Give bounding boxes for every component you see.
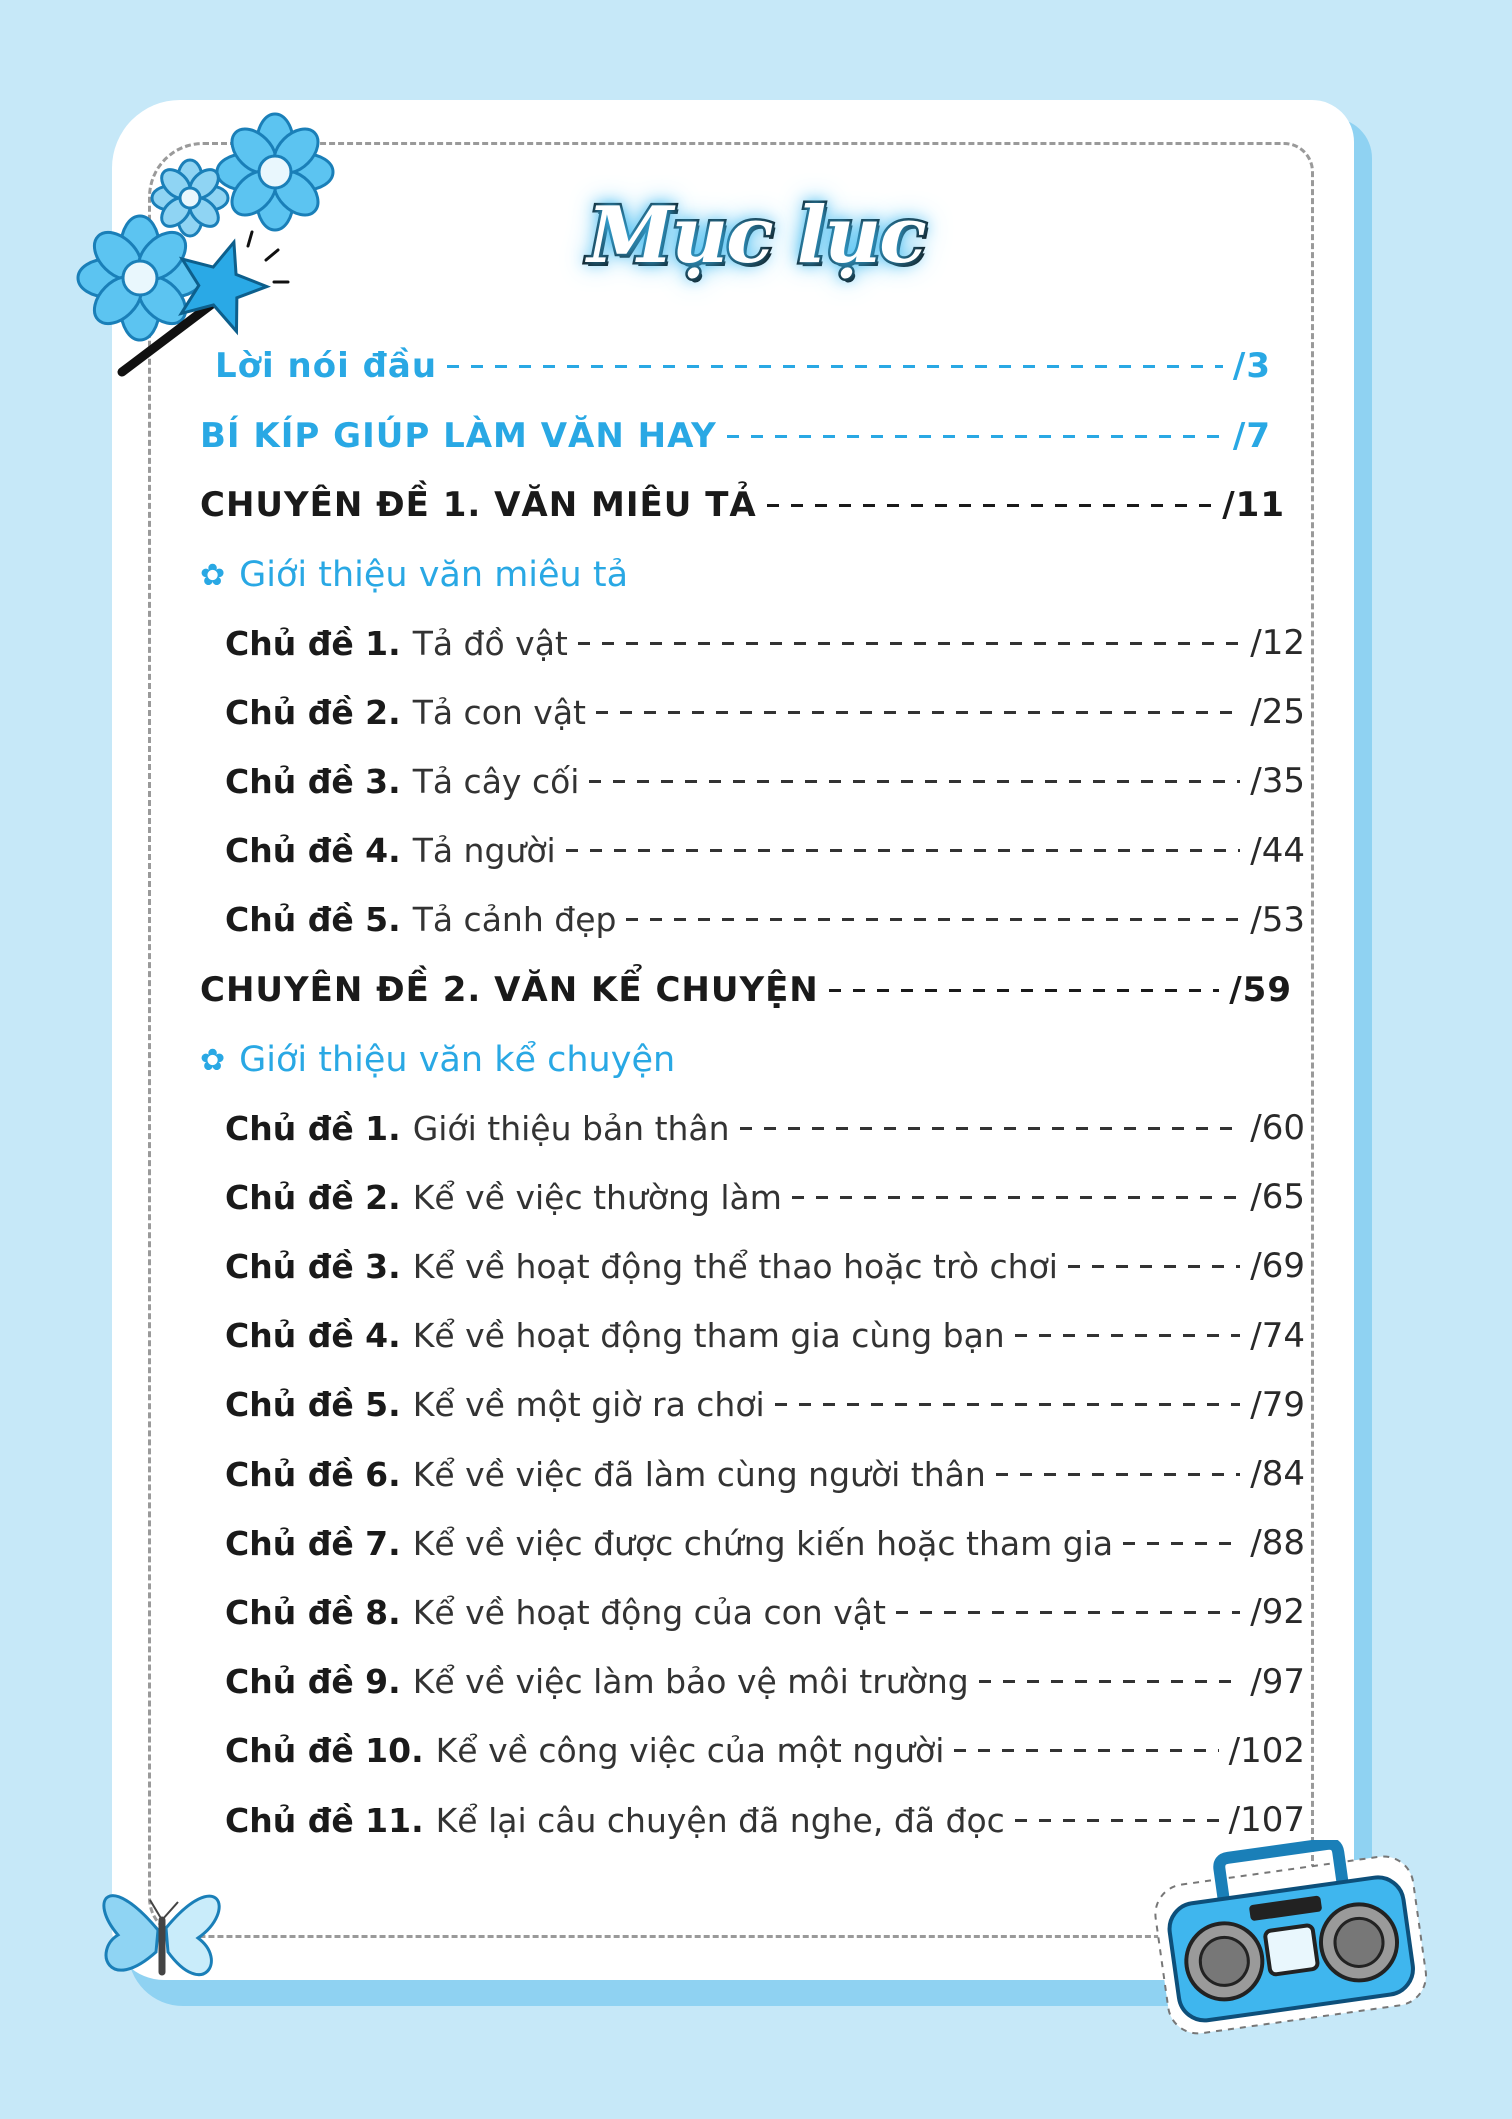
page-title: Mục lục [587, 190, 925, 281]
topic-number: Chủ đề 8. [225, 1592, 401, 1632]
toc-topic-entry[interactable] [225, 1652, 1305, 1712]
toc-topic-entry[interactable] [225, 1444, 1305, 1504]
dot-leader [566, 849, 1241, 852]
page-number: /97 [1250, 1661, 1305, 1702]
topic-number: Chủ đề 2. [225, 1177, 401, 1217]
topic-title: Tả cảnh đẹp [412, 900, 617, 940]
topic-number: Chủ đề 3. [225, 1246, 401, 1286]
toc-topic-entry[interactable] [225, 1236, 1305, 1296]
page-number: /69 [1250, 1246, 1305, 1287]
toc-topic-entry[interactable] [225, 1582, 1305, 1642]
page-number: /35 [1250, 761, 1305, 802]
page-number: /84 [1250, 1454, 1305, 1494]
dot-leader [589, 780, 1240, 783]
entry-label: Lời nói đầu [215, 346, 438, 386]
toc-topic-entry[interactable] [225, 1721, 1305, 1781]
entry-label: Giới thiệu văn kể chuyện [239, 1040, 676, 1080]
toc-topic-entry[interactable] [225, 1167, 1305, 1227]
page-number: /102 [1228, 1730, 1305, 1771]
topic-title: Tả đồ vật [412, 623, 568, 663]
page-number: /88 [1250, 1523, 1305, 1564]
dot-leader [447, 365, 1223, 368]
page-number: /59 [1229, 970, 1292, 1010]
toc-topic-entry[interactable] [225, 1513, 1305, 1573]
toc-topic-entry[interactable] [225, 1098, 1305, 1158]
topic-number: Chủ đề 4. [225, 1316, 401, 1356]
topic-title: Kể về việc làm bảo vệ môi trường [412, 1662, 969, 1702]
topic-number: Chủ đề 3. [225, 761, 401, 801]
toc-topic-entry[interactable] [225, 890, 1305, 950]
toc-topic-entry[interactable] [225, 1790, 1305, 1850]
page-number: /60 [1250, 1108, 1305, 1148]
dot-leader [996, 1473, 1240, 1476]
page-number: /7 [1232, 416, 1271, 456]
dot-leader [596, 711, 1240, 714]
dot-leader [979, 1680, 1241, 1683]
dot-leader [829, 989, 1220, 992]
butterfly-icon [88, 1860, 238, 2010]
toc-topic-entry[interactable] [225, 821, 1305, 881]
topic-number: Chủ đề 9. [225, 1662, 401, 1702]
page-number: /92 [1250, 1592, 1305, 1633]
dot-leader [775, 1403, 1241, 1406]
topic-title: Tả cây cối [412, 761, 580, 801]
toc-entry-gioi-thieu-ke-chuyen[interactable] [200, 1030, 1100, 1090]
dot-leader [1015, 1819, 1219, 1822]
page-number: /11 [1222, 485, 1285, 525]
toc-topic-entry[interactable] [225, 613, 1305, 673]
page-number: /74 [1250, 1315, 1305, 1356]
topic-number: Chủ đề 4. [225, 831, 401, 871]
dot-leader [740, 1127, 1241, 1130]
page-number: /12 [1250, 623, 1305, 663]
toc-entry-gioi-thieu-mieu-ta[interactable] [200, 545, 1100, 605]
topic-title: Kể lại câu chuyện đã nghe, đã đọc [435, 1800, 1005, 1840]
topic-title: Kể về việc đã làm cùng người thân [412, 1454, 986, 1494]
dot-leader [727, 435, 1223, 438]
topic-number: Chủ đề 1. [225, 1108, 401, 1148]
topic-title: Tả người [412, 831, 556, 871]
dot-leader [954, 1749, 1218, 1752]
toc-entry-bi-kip[interactable] [200, 406, 1271, 466]
page-number: /3 [1232, 346, 1271, 386]
page-number: /25 [1250, 692, 1305, 733]
dot-leader [1123, 1542, 1240, 1545]
toc-topic-entry[interactable] [225, 1375, 1305, 1435]
topic-title: Kể về công việc của một người [435, 1731, 945, 1771]
topic-title: Tả con vật [412, 692, 586, 732]
page-number: /79 [1250, 1384, 1305, 1425]
dot-leader [792, 1196, 1240, 1199]
topic-title: Kể về một giờ ra chơi [412, 1385, 765, 1425]
entry-label: CHUYÊN ĐỀ 2. VĂN KỂ CHUYỆN [200, 970, 819, 1010]
topic-number: Chủ đề 7. [225, 1523, 401, 1563]
topic-number: Chủ đề 1. [225, 623, 401, 663]
toc-entry-chuyen-de-1[interactable] [200, 475, 1285, 535]
topic-number: Chủ đề 5. [225, 1385, 401, 1425]
topic-number: Chủ đề 2. [225, 692, 401, 732]
dot-leader [626, 918, 1240, 921]
toc-entry-chuyen-de-2[interactable] [200, 960, 1292, 1020]
topic-title: Kể về hoạt động thể thao hoặc trò chơi [412, 1246, 1058, 1286]
page-number: /65 [1250, 1177, 1305, 1218]
entry-label: CHUYÊN ĐỀ 1. VĂN MIÊU TẢ [200, 485, 757, 525]
topic-title: Kể về việc được chứng kiến hoặc tham gia [412, 1523, 1114, 1563]
topic-number: Chủ đề 6. [225, 1454, 401, 1494]
boombox-icon [1150, 1840, 1430, 2040]
topic-number: Chủ đề 5. [225, 900, 401, 940]
toc-entry-loi-noi-dau[interactable] [215, 336, 1271, 396]
toc-topic-entry[interactable] [225, 1306, 1305, 1366]
topic-number: Chủ đề 10. [225, 1731, 424, 1771]
dot-leader [767, 504, 1213, 507]
entry-label: BÍ KÍP GIÚP LÀM VĂN HAY [200, 416, 717, 456]
dot-leader [1068, 1265, 1240, 1268]
topic-title: Giới thiệu bản thân [412, 1108, 730, 1148]
topic-number: Chủ đề 11. [225, 1800, 424, 1840]
dot-leader [578, 642, 1240, 645]
topic-title: Kể về hoạt động tham gia cùng bạn [412, 1316, 1005, 1356]
toc-topic-entry[interactable] [225, 751, 1305, 811]
dot-leader [1015, 1334, 1241, 1337]
clover-bullet-icon: ✿ [200, 1042, 226, 1078]
toc-topic-entry[interactable] [225, 682, 1305, 742]
page-number: /44 [1250, 830, 1305, 871]
page-number: /53 [1250, 899, 1305, 940]
clover-bullet-icon: ✿ [200, 557, 226, 593]
topic-title: Kể về hoạt động của con vật [412, 1592, 886, 1632]
entry-label: Giới thiệu văn miêu tả [239, 555, 629, 595]
dot-leader [896, 1611, 1240, 1614]
topic-title: Kể về việc thường làm [412, 1177, 782, 1217]
page-number: /107 [1228, 1800, 1305, 1840]
